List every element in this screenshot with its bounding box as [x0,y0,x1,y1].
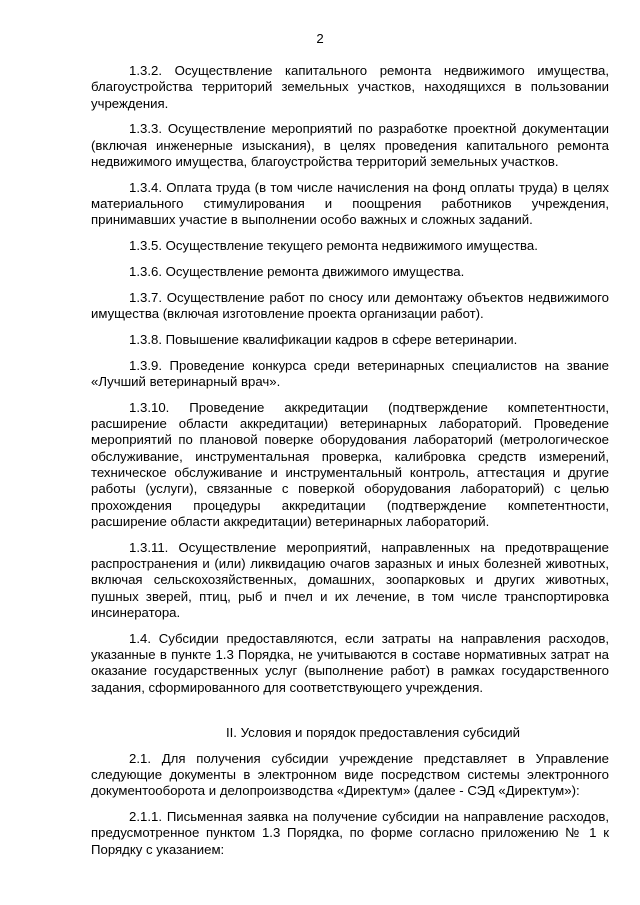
paragraph-1-3-11: 1.3.11. Осуществление мероприятий, направленных на предотвращение распространения и (или) ликвидацию очагов заразных и иных болезней животных, включая сельскохозяйственных, домашних, зоопарковых и других животных, пушных зверей, птиц, рыб и пчел и их лечение, в том числе транспортировка инсинератора. [91,539,609,620]
paragraph-1-3-4: 1.3.4. Оплата труда (в том числе начисления на фонд оплаты труда) в целях материального стимулирования и поощрения работников учреждения, принимавших участие в выполнении особо важных и сложных заданий. [91,179,609,228]
paragraph-1-3-8: 1.3.8. Повышение квалификации кадров в сфере ветеринарии. [129,331,518,347]
paragraph-1-3-9: 1.3.9. Проведение конкурса среди ветеринарных специалистов на звание «Лучший ветеринарный врач». [91,357,609,389]
page-number: 2 [316,31,324,46]
paragraph-1-4: 1.4. Субсидии предоставляются, если затраты на направления расходов, указанные в пункте 1.3 Порядка, не учитываются в составе нормативных затрат на оказание государственных услуг (выполнение работ) в рамках государственного задания, сформированного для соответствующего учреждения. [91,630,609,695]
document-body [91,63,609,867]
paragraph-1-3-6: 1.3.6. Осуществление ремонта движимого имущества. [129,263,465,279]
paragraph-2-1-1: 2.1.1. Письменная заявка на получение субсидии на направление расходов, предусмотренное пунктом 1.3 Порядка, по форме согласно приложению № 1 к Порядку с указанием: [91,808,609,857]
paragraph-1-3-2: 1.3.2. Осуществление капитального ремонта недвижимого имущества, благоустройства территорий земельных участков, находящихся в пользовании учреждения. [91,63,609,111]
paragraph-1-3-3: 1.3.3. Осуществление мероприятий по разработке проектной документации (включая инженерные изыскания), в целях проведения капитального ремонта недвижимого имущества, благоустройства территорий земельных участков. [91,121,609,169]
paragraph-1-3-5: 1.3.5. Осуществление текущего ремонта недвижимого имущества. [129,238,538,254]
section-title: II. Условия и порядок предоставления субсидий [225,724,521,740]
paragraph-2-1: 2.1. Для получения субсидии учреждение представляет в Управление следующие документы в электронном виде посредством системы электронного документооборота и делопроизводства «Директум» (далее - СЭД «Директум»): [91,750,609,799]
paragraph-1-3-7: 1.3.7. Осуществление работ по сносу или демонтажу объектов недвижимого имущества (включая изготовление проекта организации работ). [91,289,609,322]
paragraph-1-3-10: 1.3.10. Проведение аккредитации (подтверждение компетентности, расширение области аккредитации) ветеринарных лабораторий. Проведение мероприятий по плановой поверке оборудования лабораторий (метрологическое обслуживание, инструментальная проверка, калибровка средств измерений, техническое обслуживание и инструментальный контроль, аттестация и другие работы (услуги), связанные с поверкой оборудования лабораторий) с целью прохождения процедуры аккредитации (подтверждение компетентности, расширение области аккредитации) ветеринарных лабораторий. [91,399,609,529]
